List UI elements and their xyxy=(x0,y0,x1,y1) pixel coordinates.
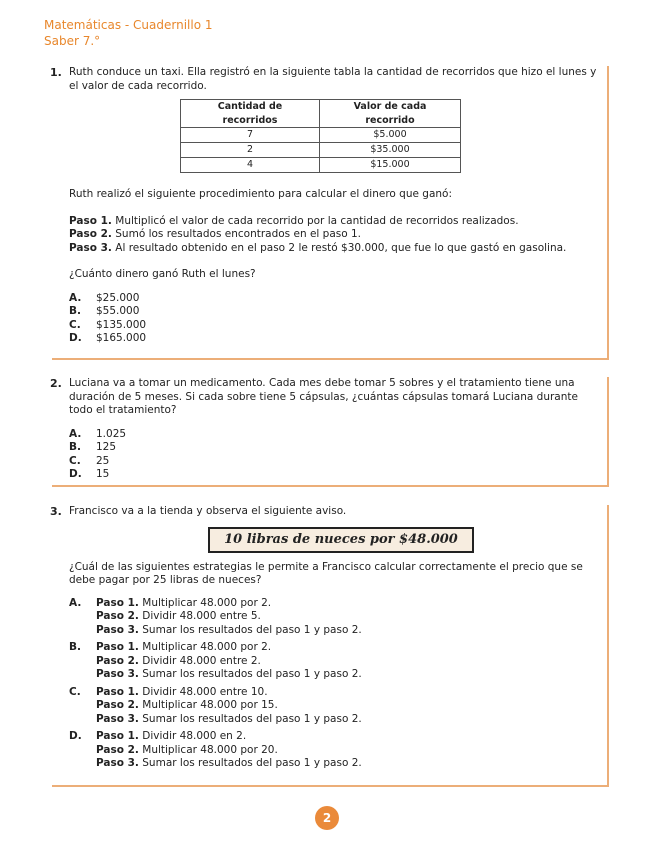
table-cell: 2 xyxy=(181,143,320,158)
step-text: Multiplicó el valor de cada recorrido por la cantidad de recorridos realizados. xyxy=(115,214,519,227)
column-header: Cantidad de recorridos xyxy=(181,100,320,128)
step-label: Paso 2. xyxy=(96,699,139,711)
step-line xyxy=(96,610,362,624)
table-cell: $15.000 xyxy=(320,158,461,173)
answer-option[interactable] xyxy=(69,468,597,482)
table-cell: 7 xyxy=(181,128,320,143)
step-label: Paso 1. xyxy=(96,641,139,653)
step-text: Dividir 48.000 entre 5. xyxy=(142,610,261,622)
question-prompt: ¿Cuánto dinero ganó Ruth el lunes? xyxy=(69,268,256,280)
step-label: Paso 3. xyxy=(69,241,112,254)
table-row xyxy=(181,143,461,158)
answer-option[interactable] xyxy=(69,441,597,455)
answer-option[interactable] xyxy=(69,319,597,333)
step-line xyxy=(96,597,362,611)
option-letter: C. xyxy=(69,318,81,331)
question-prompt: ¿Cuál de las siguientes estrategias le permite a Francisco calcular correctamente el precio que se debe pagar por 25 libras de nueces? xyxy=(69,560,583,586)
option-letter: B. xyxy=(69,441,81,453)
option-text: 25 xyxy=(96,454,110,467)
answer-option[interactable] xyxy=(69,686,597,727)
option-text: $55.000 xyxy=(96,305,140,317)
option-letter: D. xyxy=(69,468,82,480)
question-intro: Ruth conduce un taxi. Ella registró en la siguiente tabla la cantidad de recorridos que hizo el lunes y el valor de cada recorrido. xyxy=(69,66,597,92)
answer-option[interactable] xyxy=(69,455,597,469)
question-3 xyxy=(52,505,609,787)
option-text: 15 xyxy=(96,468,110,480)
step-text: Dividir 48.000 entre 2. xyxy=(142,654,261,667)
step-label: Paso 1. xyxy=(96,730,139,742)
table-header-row xyxy=(181,100,461,128)
step-line xyxy=(96,757,362,771)
procedure-intro: Ruth realizó el siguiente procedimiento para calcular el dinero que ganó: xyxy=(69,188,453,200)
option-letter: A. xyxy=(69,596,82,609)
page-header xyxy=(44,17,213,49)
step-label: Paso 3. xyxy=(96,668,139,680)
option-text: 1.025 xyxy=(96,427,127,440)
question-text: Luciana va a tomar un medicamento. Cada mes debe tomar 5 sobres y el tratamiento tiene una duración de 5 meses. Si cada sobre tiene 5 cápsulas, ¿cuántas cápsulas tomará Luciana durante todo el tratamiento? xyxy=(69,377,578,416)
step-label: Paso 1. xyxy=(96,596,139,609)
step-text: Multiplicar 48.000 por 15. xyxy=(142,699,278,711)
option-letter: B. xyxy=(69,305,81,317)
step-label: Paso 3. xyxy=(96,623,139,636)
step-label: Paso 3. xyxy=(96,712,139,725)
question-number: 1. xyxy=(50,66,62,79)
option-text: 125 xyxy=(96,441,117,453)
option-text: $165.000 xyxy=(96,332,147,344)
step-text: Multiplicar 48.000 por 2. xyxy=(142,596,272,609)
step-line xyxy=(69,215,597,229)
step-label: Paso 2. xyxy=(96,654,139,667)
question-2 xyxy=(52,377,609,487)
subject-title: Matemáticas - Cuadernillo 1 xyxy=(44,18,213,32)
step-line xyxy=(96,655,362,669)
step-text: Dividir 48.000 entre 10. xyxy=(142,685,268,698)
column-header: Valor de cada recorrido xyxy=(320,100,461,128)
step-line xyxy=(69,228,597,242)
question-number: 2. xyxy=(50,377,62,390)
step-label: Paso 1. xyxy=(96,685,139,698)
table-cell: 4 xyxy=(181,158,320,173)
page-number-badge: 2 xyxy=(315,806,339,830)
option-letter: D. xyxy=(69,332,82,344)
rides-table xyxy=(180,99,461,173)
step-text: Dividir 48.000 en 2. xyxy=(142,730,247,742)
grade-label: Saber 7.° xyxy=(44,34,101,48)
step-line xyxy=(96,641,362,655)
step-line xyxy=(96,686,362,700)
table-cell: $5.000 xyxy=(320,128,461,143)
option-letter: D. xyxy=(69,730,82,742)
store-sign: 10 libras de nueces por $48.000 xyxy=(208,527,474,553)
step-line xyxy=(96,744,362,758)
step-label: Paso 2. xyxy=(69,228,112,240)
answer-options xyxy=(69,428,597,482)
option-letter: B. xyxy=(69,641,81,653)
step-line xyxy=(96,624,362,638)
answer-option[interactable] xyxy=(69,292,597,306)
option-letter: A. xyxy=(69,427,82,440)
question-number: 3. xyxy=(50,505,62,518)
step-text: Sumar los resultados del paso 1 y paso 2. xyxy=(142,712,362,725)
step-line xyxy=(69,242,597,256)
step-label: Paso 1. xyxy=(69,214,112,227)
step-text: Al resultado obtenido en el paso 2 le restó $30.000, que fue lo que gastó en gasolina. xyxy=(115,241,567,254)
table-row xyxy=(181,158,461,173)
option-letter: C. xyxy=(69,685,81,698)
step-label: Paso 2. xyxy=(96,743,139,756)
step-text: Sumar los resultados del paso 1 y paso 2. xyxy=(142,623,362,636)
option-letter: A. xyxy=(69,291,82,304)
step-label: Paso 3. xyxy=(96,757,139,769)
step-line xyxy=(96,713,362,727)
step-text: Multiplicar 48.000 por 20. xyxy=(142,743,278,756)
table-row xyxy=(181,128,461,143)
answer-option[interactable] xyxy=(69,730,597,771)
table-cell: $35.000 xyxy=(320,143,461,158)
step-text: Multiplicar 48.000 por 2. xyxy=(142,641,272,653)
step-text: Sumar los resultados del paso 1 y paso 2. xyxy=(142,757,362,769)
answer-option[interactable] xyxy=(69,597,597,638)
step-text: Sumar los resultados del paso 1 y paso 2. xyxy=(142,668,362,680)
answer-options xyxy=(69,597,597,771)
step-line xyxy=(96,699,362,713)
option-text: $25.000 xyxy=(96,291,140,304)
question-1 xyxy=(52,66,609,360)
step-label: Paso 2. xyxy=(96,610,139,622)
answer-option[interactable] xyxy=(69,641,597,682)
answer-option[interactable] xyxy=(69,428,597,442)
option-text: $135.000 xyxy=(96,318,147,331)
answer-options xyxy=(69,292,597,346)
answer-option[interactable] xyxy=(69,305,597,319)
step-line xyxy=(96,668,362,682)
step-line xyxy=(96,730,362,744)
answer-option[interactable] xyxy=(69,332,597,346)
question-intro: Francisco va a la tienda y observa el siguiente aviso. xyxy=(69,505,347,517)
option-letter: C. xyxy=(69,454,81,467)
step-text: Sumó los resultados encontrados en el paso 1. xyxy=(115,228,362,240)
